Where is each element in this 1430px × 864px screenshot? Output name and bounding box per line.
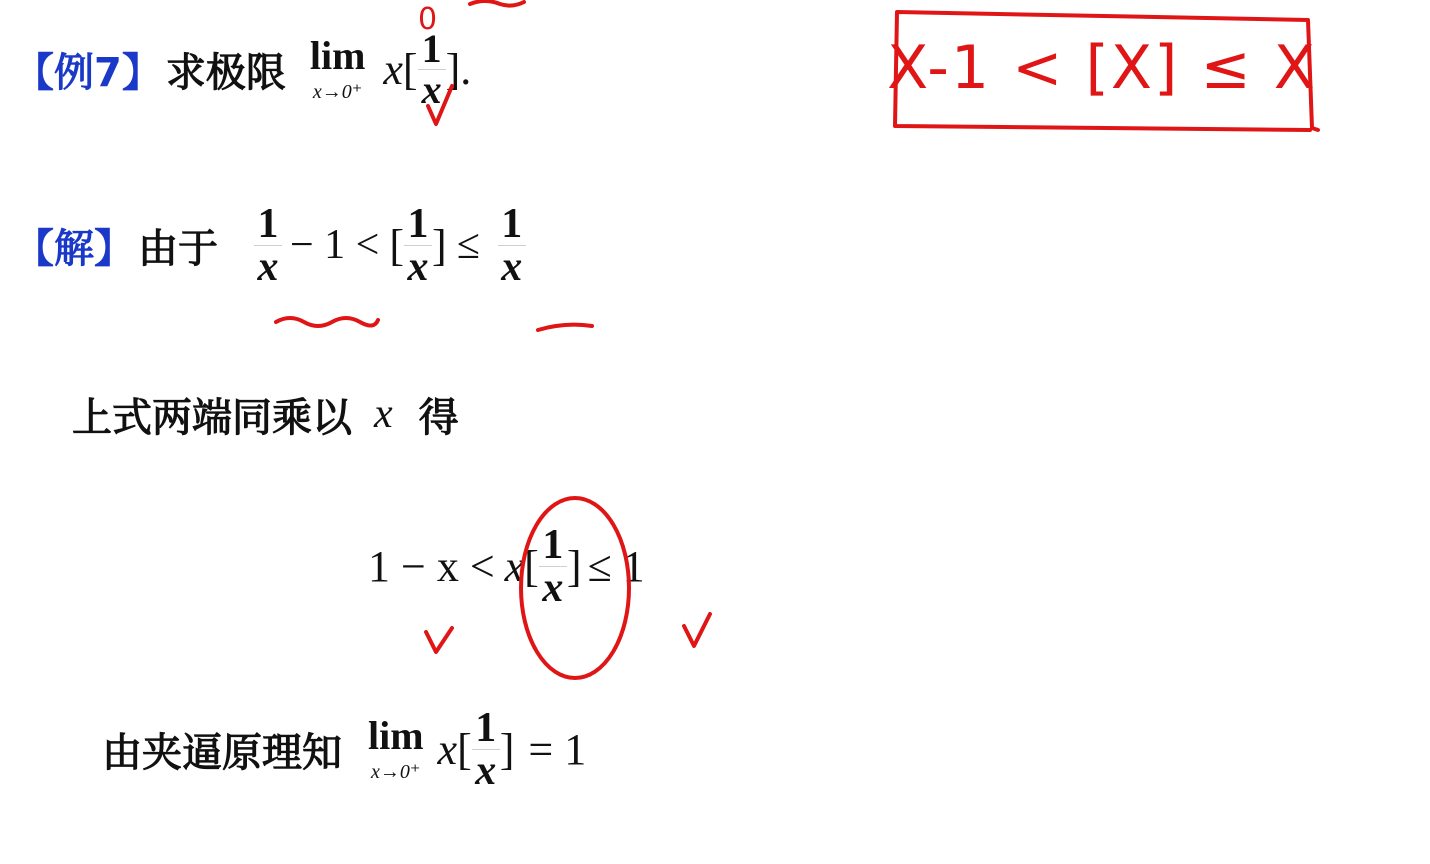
solution-text: 由于 bbox=[138, 225, 218, 272]
conclusion-fraction: $\frac{1}{x}$ bbox=[472, 707, 500, 792]
ineq-lbracket: [ bbox=[524, 541, 539, 591]
limit-word: lim bbox=[309, 33, 366, 78]
solution-fraction-right: $\frac{1}{x}$ bbox=[498, 203, 526, 288]
straight-underline bbox=[538, 325, 592, 330]
fraction-numerator: 1 bbox=[421, 25, 442, 71]
ineq-left: 1 − x < bbox=[368, 541, 495, 591]
solution-leq: ≤ bbox=[456, 222, 480, 268]
example-x: x bbox=[383, 44, 403, 94]
solution-fraction-left: $\frac{1}{x}$ bbox=[254, 203, 282, 288]
solution-fraction-middle: $\frac{1}{x}$ bbox=[404, 203, 432, 288]
conclusion-eq: = 1 bbox=[528, 724, 587, 774]
wavy-underline bbox=[276, 318, 378, 326]
solution-line bbox=[14, 180, 526, 310]
top-scribble-mark bbox=[470, 1, 524, 6]
step-line bbox=[72, 384, 459, 444]
conclusion-rbracket: ] bbox=[499, 724, 515, 774]
boxed-note-text: X-1 < [X] ≤ X bbox=[887, 33, 1317, 103]
handwritten-zero: 0 bbox=[418, 2, 438, 37]
conclusion-limit-word: lim bbox=[368, 713, 424, 758]
conclusion-limit-subscript: x→0⁺ bbox=[371, 761, 421, 783]
example-limit bbox=[309, 33, 366, 103]
ineq-fraction: $\frac{1}{x}$ bbox=[539, 524, 567, 609]
step-text: 上式两端同乘以 bbox=[72, 394, 352, 441]
fraction-denominator: x bbox=[421, 66, 442, 112]
limit-subscript: x→0⁺ bbox=[312, 81, 363, 103]
example-lbracket: [ bbox=[402, 44, 418, 94]
example-text: 求极限 bbox=[165, 49, 286, 96]
ineq-x: x bbox=[504, 541, 525, 591]
conclusion-limit bbox=[368, 713, 424, 783]
example-label: 【例7】 bbox=[14, 49, 162, 96]
conclusion-lbracket: [ bbox=[457, 724, 472, 774]
solution-rbracket: ] bbox=[432, 220, 447, 270]
example-rbracket: ]. bbox=[445, 44, 472, 94]
conclusion-text: 由夹逼原理知 bbox=[102, 729, 342, 776]
conclusion-line bbox=[102, 694, 586, 804]
solution-minus-one: − 1 < bbox=[290, 222, 380, 268]
example-line bbox=[14, 14, 471, 124]
example-fraction bbox=[418, 25, 446, 112]
ineq-right: ≤ 1 bbox=[587, 541, 645, 591]
boxed-inequality-note bbox=[887, 18, 1317, 118]
ineq-rbracket: ] bbox=[566, 541, 582, 591]
checkmark-right bbox=[684, 614, 710, 646]
solution-label: 【解】 bbox=[14, 225, 134, 272]
solution-lbracket: [ bbox=[389, 220, 405, 270]
checkmark-left bbox=[426, 628, 452, 652]
step-var: x bbox=[374, 391, 393, 437]
step-text-end: 得 bbox=[418, 394, 459, 441]
conclusion-x: x bbox=[437, 724, 458, 774]
main-inequality bbox=[368, 506, 645, 626]
